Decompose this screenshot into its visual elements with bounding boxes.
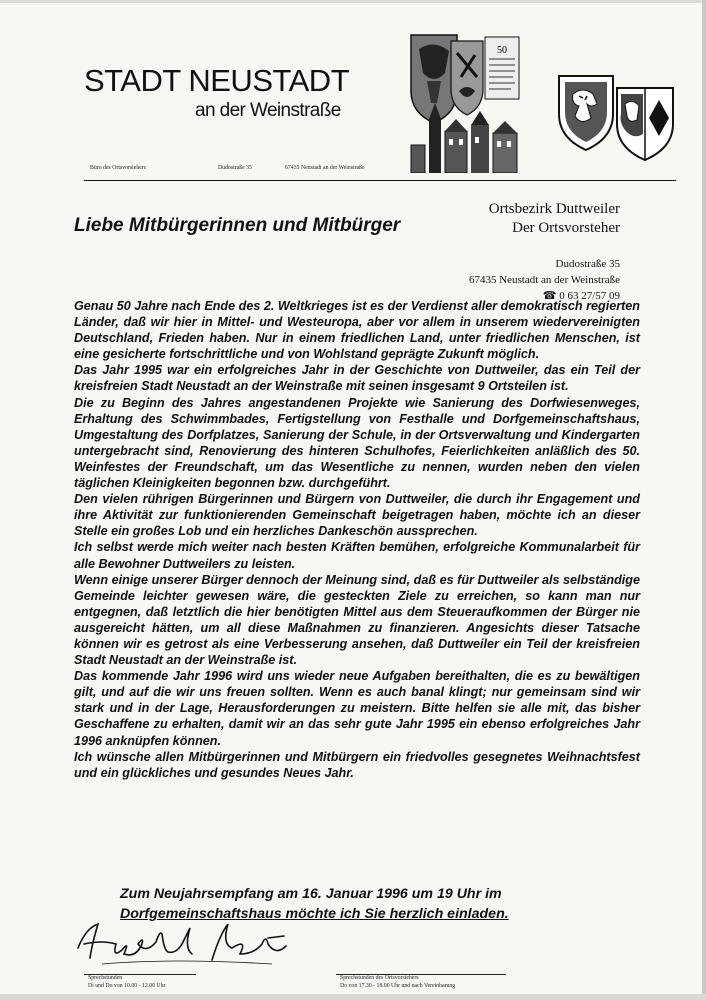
paragraph: Das Jahr 1995 war ein erfolgreiches Jahr in der Geschichte von Duttweiler, das ein Teil der kreisfreien Stadt Neustadt an der Weinstraße mit seinen insgesamt 9 Ortsteilen ist.: [74, 363, 640, 394]
paragraph: Ich selbst werde mich weiter nach besten Kräften bemühen, erfolgreiche Kommunalarbeit für alle Bewohner Duttweilers zu leisten.: [74, 540, 640, 571]
coat-of-arms-shields: [557, 74, 675, 162]
footer-left-rule: [84, 974, 196, 975]
city-subtitle: an der Weinstraße: [195, 100, 341, 121]
district-block: [489, 200, 620, 238]
salutation-heading: Liebe Mitbürgerinnen und Mitbürger: [74, 215, 401, 236]
letterhead-office: Büro des Ortsvorstehers: [90, 165, 147, 171]
header-divider: [84, 180, 676, 181]
contact-street: Dudostraße 35: [555, 258, 620, 270]
footer-right: [340, 975, 455, 990]
invitation-line-2: Dorfgemeinschaftshaus möchte ich Sie herzlich einladen.: [120, 906, 509, 922]
district-name: Ortsbezirk Duttweiler: [488, 201, 620, 217]
contact-phone: 0 63 27/57 09: [559, 290, 620, 302]
footer-left-title: Sprechstunden: [88, 975, 123, 981]
footer-left-hours: Di und Do von 10.00 - 12.00 Uhr: [88, 982, 166, 989]
footer-right-title: Sprechstunden des Ortsvorstehers: [340, 975, 419, 981]
svg-text:50: 50: [497, 45, 507, 56]
scan-edge-bottom: [0, 994, 706, 1000]
footer-left: [88, 975, 165, 990]
footer-right-rule: [336, 974, 506, 975]
telephone-icon: ☎: [542, 290, 557, 302]
paragraph: Das kommende Jahr 1996 wird uns wieder neue Aufgaben bereithalten, die es zu bewältigen gilt, und auf die wir uns freuen sollten. Wenn es auch banal klingt; nur gemeinsam sind wir stark und in der Lage, Herausforderungen zu meistern. Bitte helfen sie alle mit, das bisher Geschaffene zu erhalten, damit wir an das sehr gute Jahr 1995 ein ebenso erfolgreiches Jahr 1996 anknüpfen können.: [74, 669, 640, 748]
paragraph: Ich wünsche allen Mitbürgerinnen und Mitbürgern ein friedvolles gesegnetes Weihnachtsfest und ein glückliches und gesundes Neues Jahr.: [74, 749, 640, 780]
paragraph: Genau 50 Jahre nach Ende des 2. Weltkrieges ist es der Verdienst aller demokratisch regierten Länder, daß wir hier in Mittel- und Westeuropa, aber vor allem in unserem wiedervereinigten Deutschland, Frieden haben. Nur in einem friedlichen Land, unter friedlichen Menschen, ist eine gesicherte fortschrittliche und von Wohlstand geprägte Zukunft möglich.: [74, 299, 640, 362]
letter-body: [74, 298, 640, 781]
letterhead-city: 67435 Neustadt an der Weinstraße: [285, 165, 365, 171]
anniversary-crest-logo: [409, 33, 521, 173]
district-role: Der Ortsvorsteher: [512, 220, 620, 236]
footer-right-hours: Do von 17.30 - 18.00 Uhr und nach Vereinbarung: [340, 982, 456, 989]
letterhead-street: Dudostraße 35: [218, 165, 252, 171]
scan-edge-right: [702, 0, 706, 1000]
paragraph: Den vielen rührigen Bürgerinnen und Bürgern von Duttweiler, die durch ihr Engagement und ihre Aktivität zur funktionierenden Gemeinschaft beigetragen haben, möchte ich an dieser Stelle ein großes Lob und ein herzliches Dankeschön aussprechen.: [74, 492, 640, 539]
paragraph: Die zu Beginn des Jahres angestandenen Projekte wie Sanierung des Dorfwiesenweges, Erhaltung des Schwimmbades, Fertigstellung von Festhalle und Dorfgemeinschaftshaus, Umgestaltung des Dorfplatzes, Sanierung der Schule, in der Ortsverwaltung und Kindergarten untergebracht sind, Renovierung des hinteren Schulhofes, Feierlichkeiten anläßlich des 50. Weinfestes der Freundschaft, um das Wesentliche zu nennen, wurden neben den vielen täglichen Kleinigkeiten begonnen bzw. durchgeführt.: [74, 395, 640, 491]
contact-block: [469, 256, 620, 304]
scan-edge-top: [0, 0, 706, 3]
invitation-line-1: Zum Neujahrsempfang am 16. Januar 1996 um 19 Uhr im: [120, 886, 502, 902]
city-name: STADT NEUSTADT: [84, 63, 350, 98]
paragraph: Wenn einige unserer Bürger dennoch der Meinung sind, daß es für Duttweiler als selbständige Gemeinde leichter gewesen wäre, die gesteckten Ziele zu erreichen, so kann man nur entgegnen, daß letztlich die hier benötigten Mittel aus dem Steueraufkommen der Bürger nie ausgereicht hätten, um all diese Maßnahmen zu finanzieren. Angesichts dieser Tatsache können wir es getrost als eine Verbesserung ansehen, daß Duttweiler ein Teil der kreisfreien Stadt Neustadt an der Weinstraße ist.: [74, 572, 640, 668]
handwritten-signature: [72, 914, 297, 972]
contact-city: 67435 Neustadt an der Weinstraße: [468, 274, 620, 286]
